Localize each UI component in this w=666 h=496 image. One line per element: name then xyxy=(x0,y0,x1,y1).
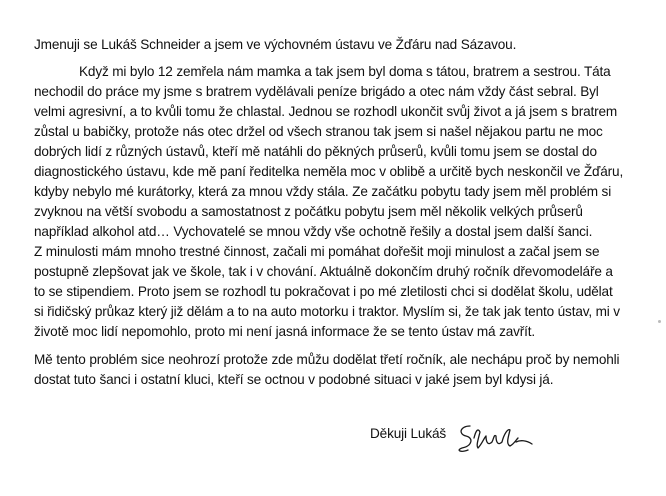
paragraph3-line: dostat tuto šanci i ostatní kluci, kteří se octnou v podobné situaci v jaké jsem byl kdysi já. xyxy=(34,372,554,387)
margin-dot xyxy=(658,320,661,323)
paragraph1-line: Když mi bylo 12 zemřela nám mamka a tak jsem byl doma s tátou, bratrem a sestrou. Táta xyxy=(79,64,611,79)
paragraph3-line: Mě tento problém sice neohrozí protože zde můžu dodělat třetí ročník, ale nechápu proč by nemohli xyxy=(34,352,620,367)
paragraph1-line: dobrých lidí z různých ústavů, kteří mě natáhli do pěkných průserů, kvůli tomu jsem se dostal do xyxy=(34,144,597,159)
paragraph1-line: nechodil do práce my jsme s bratrem vydělávali peníze brigádo a otec nám vždy část sebral. Byl xyxy=(34,84,599,99)
closing-text: Děkuji Lukáš xyxy=(370,426,447,441)
paragraph2-line: to se stipendiem. Proto jsem se rozhodl tu pokračovat i po mé zletilosti chci si dodělat školu, udělat xyxy=(34,284,613,299)
paragraph1-line: diagnostického ústavu, kde mě paní ředitelka neměla moc v oblibě a určitě bych neskončil ve Žďáru, xyxy=(34,164,624,179)
paragraph2-line: Z minulosti mám mnoho trestné činnost, začali mi pomáhat dořešit moji minulost a začal jsem se xyxy=(34,244,600,259)
paragraph1-line: například alkohol atd… Vychovatelé se mnou vždy vše ochotně řešily a dostal jsem další šanci. xyxy=(34,224,593,239)
paragraph1-line: kdyby nebylo mé kurátorky, která za mnou vždy stála. Ze začátku pobytu tady jsem měl problém si xyxy=(34,184,612,199)
paragraph1-line: zvyknou na větší svobodu a samostatnost z počátku pobytu jsem měl několik velkých průserů xyxy=(34,204,583,219)
paragraph1-line: zůstal u babičky, protože nás otec držel od všech stranou tak jsem si našel nějakou partu ne moc xyxy=(34,124,603,139)
paragraph1-line: velmi agresivní, a to kvůli tomu že chlastal. Jednou se rozhodl ukončit svůj život a já jsem s bratrem xyxy=(34,104,618,119)
paragraph2-line: si řidičský průkaz který již dělám a to na auto motorku i traktor. Myslím si, že tak jak tento ústav, mi v xyxy=(34,304,620,319)
intro-line: Jmenuji se Lukáš Schneider a jsem ve výchovném ústavu ve Žďáru nad Sázavou. xyxy=(34,37,517,52)
handwritten-signature-icon xyxy=(456,420,536,456)
paragraph2-line: postupně zlepšovat jak ve škole, tak i v chování. Aktuálně dokončím druhý ročník dřevomodeláře a xyxy=(34,264,613,279)
paragraph2-line: životě moc lidí nepomohlo, proto mi není jasná informace že se tento ústav má zavřít. xyxy=(34,324,536,339)
